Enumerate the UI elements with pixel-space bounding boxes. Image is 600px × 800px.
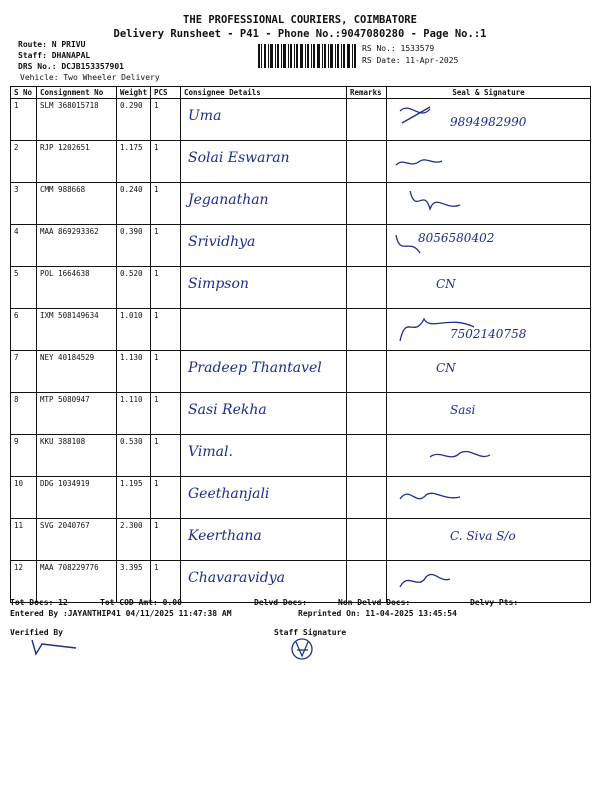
table-row — [11, 99, 591, 141]
row-consignment: NEY 40184529 — [37, 351, 117, 393]
row-sno: 6 — [11, 309, 37, 351]
table-row — [11, 435, 591, 477]
row-consignment: DDG 1034919 — [37, 477, 117, 519]
col-header-sno: S No — [11, 87, 37, 99]
consignee-handwriting: Sasi Rekha — [188, 402, 267, 418]
table-row — [11, 393, 591, 435]
signature-text: 8056580402 — [418, 231, 495, 245]
row-consignee — [181, 477, 347, 519]
table-row — [11, 141, 591, 183]
col-header-seal: Seal & Signature — [387, 87, 591, 99]
row-pcs: 1 — [151, 351, 181, 393]
row-pcs: 1 — [151, 225, 181, 267]
row-weight: 1.010 — [117, 309, 151, 351]
signature-text: 9894982990 — [450, 115, 527, 129]
non-delivered-docs: Non Delvd Docs: — [338, 598, 411, 607]
row-consignment: SLM 368015718 — [37, 99, 117, 141]
row-seal-signature — [387, 141, 591, 183]
barcode-image — [258, 44, 356, 68]
row-remarks — [347, 309, 387, 351]
row-remarks — [347, 183, 387, 225]
row-pcs: 1 — [151, 393, 181, 435]
staff-signature-mark — [288, 636, 318, 662]
row-consignment: KKU 388108 — [37, 435, 117, 477]
consignee-handwriting: Geethanjali — [188, 486, 270, 502]
row-weight: 0.530 — [117, 435, 151, 477]
consignee-handwriting: Simpson — [188, 276, 249, 292]
delivered-docs: Delvd Docs: — [254, 598, 307, 607]
table-row — [11, 267, 591, 309]
row-seal-signature — [387, 267, 591, 309]
row-consignee — [181, 309, 347, 351]
row-sno: 10 — [11, 477, 37, 519]
row-sno: 2 — [11, 141, 37, 183]
table-row — [11, 225, 591, 267]
signature-text: CN — [436, 361, 456, 375]
row-seal-signature — [387, 225, 591, 267]
row-seal-signature — [387, 393, 591, 435]
row-consignment: MAA 869293362 — [37, 225, 117, 267]
entered-by: Entered By :JAYANTHIP41 04/11/2025 11:47:38 AM — [10, 609, 232, 618]
row-weight: 3.395 — [117, 561, 151, 603]
table-row — [11, 183, 591, 225]
row-pcs: 1 — [151, 435, 181, 477]
row-seal-signature — [387, 309, 591, 351]
row-remarks — [347, 351, 387, 393]
row-pcs: 1 — [151, 309, 181, 351]
row-remarks — [347, 519, 387, 561]
row-pcs: 1 — [151, 99, 181, 141]
row-consignee — [181, 267, 347, 309]
delivery-points: Delvy Pts: — [470, 598, 519, 607]
verified-signature — [30, 636, 80, 656]
table-header-row — [11, 87, 591, 99]
staff-signature-label: Staff Signature — [274, 628, 347, 637]
consignee-handwriting: Srividhya — [188, 234, 256, 250]
row-consignment: MTP 5080947 — [37, 393, 117, 435]
row-weight: 0.240 — [117, 183, 151, 225]
row-weight: 1.110 — [117, 393, 151, 435]
total-cod: Tot COD Amt: 0.00 — [100, 598, 182, 607]
signature-scribble — [390, 563, 510, 599]
row-consignee — [181, 351, 347, 393]
row-weight: 0.520 — [117, 267, 151, 309]
row-seal-signature — [387, 477, 591, 519]
row-sno: 7 — [11, 351, 37, 393]
signature-scribble — [390, 479, 510, 515]
row-weight: 1.130 — [117, 351, 151, 393]
row-consignment: POL 1664638 — [37, 267, 117, 309]
row-sno: 12 — [11, 561, 37, 603]
row-pcs: 1 — [151, 141, 181, 183]
row-seal-signature — [387, 435, 591, 477]
row-pcs: 1 — [151, 267, 181, 309]
consignee-handwriting: Chavaravidya — [188, 570, 285, 586]
row-seal-signature — [387, 183, 591, 225]
row-remarks — [347, 225, 387, 267]
staff-label: Staff: DHANAPAL — [18, 51, 91, 60]
row-remarks — [347, 99, 387, 141]
row-pcs: 1 — [151, 477, 181, 519]
row-pcs: 1 — [151, 561, 181, 603]
row-remarks — [347, 477, 387, 519]
runsheet-subtitle: Delivery Runsheet - P41 - Phone No.:9047080280 - Page No.:1 — [113, 28, 487, 40]
consignee-handwriting: Solai Eswaran — [188, 150, 290, 166]
drs-label: DRS No.: DCJB153357901 — [18, 62, 124, 71]
signature-scribble — [390, 185, 510, 221]
row-consignee — [181, 183, 347, 225]
row-sno: 3 — [11, 183, 37, 225]
verified-by-label: Verified By — [10, 628, 63, 637]
company-title: THE PROFESSIONAL COURIERS, COIMBATORE — [183, 14, 417, 26]
row-weight: 0.290 — [117, 99, 151, 141]
consignee-handwriting: Keerthana — [188, 528, 262, 544]
col-header-consignment: Consignment No — [37, 87, 117, 99]
row-pcs: 1 — [151, 183, 181, 225]
row-sno: 8 — [11, 393, 37, 435]
row-weight: 1.195 — [117, 477, 151, 519]
row-consignee — [181, 435, 347, 477]
table-row — [11, 561, 591, 603]
row-sno: 5 — [11, 267, 37, 309]
row-consignment: CMM 988668 — [37, 183, 117, 225]
vehicle-label: Vehicle: Two Wheeler Delivery — [20, 73, 160, 82]
row-seal-signature — [387, 519, 591, 561]
row-consignee — [181, 225, 347, 267]
rs-number: RS No.: 1533579 — [362, 44, 435, 53]
table-row — [11, 519, 591, 561]
row-consignee — [181, 141, 347, 183]
row-consignee — [181, 393, 347, 435]
row-consignee — [181, 561, 347, 603]
consignee-handwriting: Uma — [188, 108, 222, 124]
signature-text: CN — [436, 277, 456, 291]
row-seal-signature — [387, 99, 591, 141]
col-header-weight: Weight — [117, 87, 151, 99]
row-sno: 9 — [11, 435, 37, 477]
route-label: Route: N PRIVU — [18, 40, 86, 49]
row-remarks — [347, 435, 387, 477]
row-remarks — [347, 393, 387, 435]
signature-text: 7502140758 — [450, 327, 527, 341]
signature-text: C. Siva S/o — [450, 529, 516, 543]
row-consignee — [181, 519, 347, 561]
row-sno: 1 — [11, 99, 37, 141]
row-sno: 4 — [11, 225, 37, 267]
signature-scribble — [390, 437, 510, 473]
row-pcs: 1 — [151, 519, 181, 561]
row-remarks — [347, 561, 387, 603]
row-consignment: IXM 508149634 — [37, 309, 117, 351]
row-weight: 1.175 — [117, 141, 151, 183]
signature-scribble — [390, 143, 510, 179]
reprinted-on: Reprinted On: 11-04-2025 13:45:54 — [298, 609, 457, 618]
row-weight: 0.390 — [117, 225, 151, 267]
row-consignment: MAA 708229776 — [37, 561, 117, 603]
row-sno: 11 — [11, 519, 37, 561]
col-header-pcs: PCS — [151, 87, 181, 99]
row-consignee — [181, 99, 347, 141]
table-row — [11, 309, 591, 351]
row-seal-signature — [387, 351, 591, 393]
row-consignment: SVG 2040767 — [37, 519, 117, 561]
total-docs: Tot Docs: 12 — [10, 598, 68, 607]
runsheet-table — [10, 86, 591, 603]
row-consignment: RJP 1202651 — [37, 141, 117, 183]
consignee-handwriting: Pradeep Thantavel — [188, 360, 322, 376]
row-remarks — [347, 267, 387, 309]
table-row — [11, 351, 591, 393]
col-header-consignee: Consignee Details — [181, 87, 347, 99]
row-seal-signature — [387, 561, 591, 603]
row-weight: 2.300 — [117, 519, 151, 561]
row-remarks — [347, 141, 387, 183]
consignee-handwriting: Jeganathan — [188, 192, 269, 208]
rs-date: RS Date: 11-Apr-2025 — [362, 56, 459, 65]
col-header-remarks: Remarks — [347, 87, 387, 99]
signature-text: Sasi — [450, 403, 476, 417]
table-row — [11, 477, 591, 519]
consignee-handwriting: Vimal. — [188, 444, 233, 460]
